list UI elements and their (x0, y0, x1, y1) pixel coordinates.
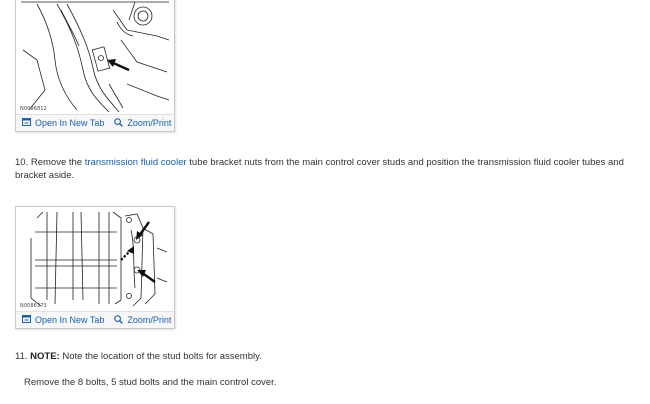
transmission-fluid-cooler-link[interactable]: transmission fluid cooler (84, 157, 187, 168)
main-control-cover-illustration (17, 208, 173, 311)
figure-2-open-link[interactable] (22, 315, 104, 325)
figure-2-zoom-label: Zoom/Print (127, 315, 172, 325)
figure-2-toolbar (16, 311, 174, 328)
magnifier-icon (114, 118, 123, 129)
figure-2-code: N0086373 (20, 303, 47, 309)
figure-2-open-label: Open In New Tab (35, 315, 105, 325)
cooler-tube-illustration (17, 0, 173, 114)
open-new-tab-icon (22, 118, 31, 128)
figure-1-illustration[interactable] (17, 0, 173, 114)
figure-1-toolbar (16, 114, 174, 131)
step-10-text-after: tube bracket nuts from the main control cover studs and position the transmission fluid cooler tubes and bracket aside. (15, 157, 624, 181)
step-11-instruction-text: Remove the 8 bolts, 5 stud bolts and the main control cover. (24, 377, 277, 388)
figure-1-open-link[interactable] (22, 118, 104, 128)
figure-1-zoom-label: Zoom/Print (127, 118, 172, 128)
figure-1-zoom-link[interactable] (114, 118, 171, 129)
magnifier-icon (114, 315, 123, 326)
figure-2-zoom-link[interactable] (114, 315, 171, 326)
step-10-number: 10. (15, 157, 29, 168)
figure-1 (15, 0, 175, 132)
step-11 (15, 350, 635, 363)
step-11-number: 11. (15, 351, 28, 362)
step-11-instruction (24, 376, 644, 389)
note-label: NOTE: (30, 351, 60, 362)
note-text: Note the location of the stud bolts for assembly. (62, 351, 262, 362)
figure-1-open-label: Open In New Tab (35, 118, 105, 128)
figure-1-code: N0096812 (20, 106, 47, 112)
step-10 (15, 156, 635, 182)
figure-2-illustration[interactable] (17, 208, 173, 311)
figure-2 (15, 206, 175, 329)
step-10-text-before: Remove the (30, 157, 83, 168)
open-new-tab-icon (22, 315, 31, 325)
